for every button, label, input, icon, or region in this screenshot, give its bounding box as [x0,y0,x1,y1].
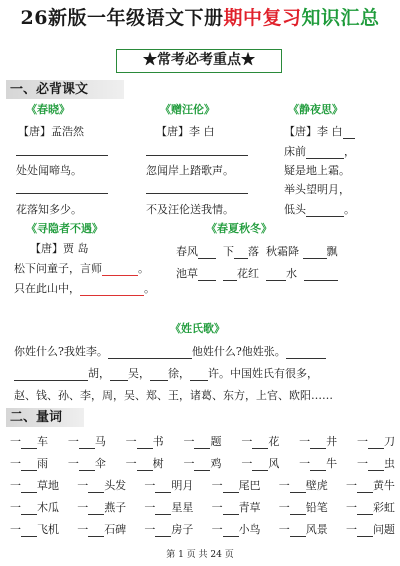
measure-word-item: 一 问题 [345,523,395,536]
measure-word-item: 一 刀 [356,435,395,448]
answer-blank[interactable] [357,480,373,493]
answer-blank[interactable] [290,524,306,537]
answer-blank[interactable] [223,480,239,493]
answer-blank[interactable] [357,524,373,537]
answer-blank[interactable] [368,458,384,471]
measure-word-item: 一 铅笔 [278,501,328,514]
answer-blank[interactable] [357,502,373,515]
poem-line: 松下问童子，言师 。 [14,262,149,275]
answer-blank[interactable] [88,480,104,493]
text-line: 胡， 吴， 徐， 许。中国姓氏有很多， [14,365,318,381]
measure-word-item: 一 车 [10,435,48,448]
measure-word-item: 一 壁虎 [278,479,328,492]
answer-blank[interactable] [223,524,239,537]
answer-blank[interactable] [21,502,37,515]
answer-blank[interactable] [21,480,37,493]
title-part3: 知识汇总 [301,7,380,29]
measure-word-item: 一 虫 [356,457,395,470]
poem-line: 床前 ， [284,145,355,158]
measure-word-item: 一 鸡 [183,457,222,470]
answer-blank[interactable] [16,143,108,156]
answer-blank[interactable] [155,480,171,493]
measure-word-item: 一 书 [125,435,164,448]
measure-word-item: 一 雨 [10,457,48,470]
answer-blank[interactable] [21,458,37,471]
measure-word-item: 一 飞机 [10,523,59,536]
answer-blank[interactable] [252,458,268,471]
poem-author-zengwanglun: 【唐】李 白 [156,125,215,138]
poem-line: 疑是地上霜。 [284,164,350,177]
measure-word-item: 一 题 [183,435,222,448]
poem-line: 花落知多少。 [16,203,82,216]
key-points-banner: ★常考必考重点★ [116,49,282,73]
measure-word-item: 一 小鸟 [211,523,261,536]
measure-word-item: 一 牛 [299,457,338,470]
answer-blank[interactable] [310,436,326,449]
measure-word-item: 一 彩虹 [345,501,395,514]
measure-word-item: 一 星星 [144,501,194,514]
measure-word-item: 一 草地 [10,479,59,492]
poem-title-chunxia: 《春夏秋冬》 [206,222,272,235]
answer-blank[interactable] [155,502,171,515]
answer-blank[interactable] [306,204,344,217]
measure-word-item: 一 井 [299,435,338,448]
answer-blank[interactable] [290,480,306,493]
measure-word-row [10,499,395,515]
section-measure-words: 二、量词 [6,408,84,427]
measure-word-item: 一 风 [241,457,280,470]
title-part2: 期中复习 [223,7,302,29]
answer-blank[interactable] [137,458,153,471]
measure-word-item: 一 头发 [77,479,127,492]
poem-line: 举头望明月， [284,183,350,196]
measure-word-item: 一 树 [125,457,164,470]
poem-line: 低头 。 [284,203,355,216]
answer-blank[interactable] [88,502,104,515]
text-line: 赵、钱、孙、李，周，吴、郑、王，诸葛、东方，上官、欧阳…… [14,389,333,402]
measure-word-item: 一 黄牛 [345,479,395,492]
measure-word-row [10,521,395,537]
answer-blank[interactable] [79,458,95,471]
answer-blank[interactable] [194,436,210,449]
answer-blank[interactable] [194,458,210,471]
poem-title-jingyesi: 《静夜思》 [288,103,343,116]
measure-word-item: 一 明月 [144,479,194,492]
measure-word-row [10,433,395,449]
answer-blank[interactable] [79,436,95,449]
title-part1: 新版一年级语文下册 [47,7,224,29]
section-recite-texts: 一、必背课文 [6,80,124,99]
answer-blank[interactable] [137,436,153,449]
measure-word-item: 一 花 [241,435,280,448]
answer-blank[interactable] [306,146,344,159]
answer-blank[interactable] [368,436,384,449]
answer-blank[interactable] [16,181,108,194]
poem-line: 春风 下 落 秋霜降 飘 [176,245,338,258]
page-title [0,3,400,30]
measure-word-item: 一 木瓜 [10,501,59,514]
poem-line: 只在此山中， 。 [14,282,155,295]
answer-blank[interactable] [102,263,138,276]
measure-word-item: 一 燕子 [77,501,127,514]
poem-author-chunxiao: 【唐】孟浩然 [18,125,84,138]
poem-author-jingyesi: 【唐】李 白 [284,123,355,139]
poem-line: 池草 花红 水 [176,265,338,281]
poem-author-xunyin: 【唐】贾 岛 [30,242,89,255]
measure-word-item: 一 马 [67,435,106,448]
answer-blank[interactable] [80,283,144,296]
answer-blank[interactable] [21,436,37,449]
answer-blank[interactable] [88,524,104,537]
answer-blank[interactable] [146,143,248,156]
measure-word-item: 一 伞 [67,457,106,470]
poem-title-zengwanglun: 《赠汪伦》 [160,103,215,116]
measure-word-row [10,477,395,493]
measure-word-item: 一 青草 [211,501,261,514]
measure-word-row [10,455,395,471]
measure-word-item: 一 石碑 [77,523,127,536]
title-number: 26 [20,7,48,29]
poem-line: 处处闻啼鸟。 [16,164,82,177]
answer-blank[interactable] [223,502,239,515]
poem-line: 忽闻岸上踏歌声。 [146,164,234,177]
answer-blank[interactable] [21,524,37,537]
answer-blank[interactable] [146,181,248,194]
answer-blank[interactable] [155,524,171,537]
poem-title-xingshi: 《姓氏歌》 [170,322,225,335]
answer-blank[interactable] [290,502,306,515]
poem-line: 不及汪伦送我情。 [146,203,234,216]
text-line: 你姓什么?我姓李。 他姓什么?他姓张。 [14,343,326,359]
answer-blank[interactable] [252,436,268,449]
measure-word-item: 一 房子 [144,523,194,536]
poem-title-xunyin: 《寻隐者不遇》 [26,222,103,235]
page-footer: 第 1 页 共 24 页 [166,550,234,560]
answer-blank[interactable] [310,458,326,471]
measure-word-item: 一 风景 [278,523,328,536]
poem-title-chunxiao: 《春晓》 [26,103,70,116]
measure-word-item: 一 尾巴 [211,479,261,492]
